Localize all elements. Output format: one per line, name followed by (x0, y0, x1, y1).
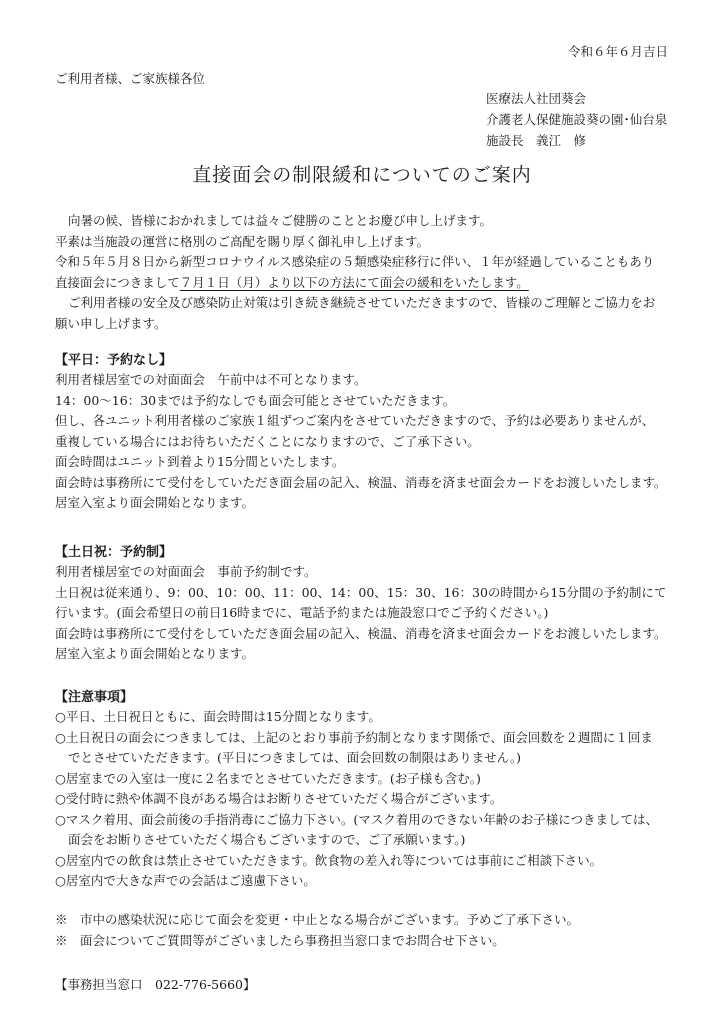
intro-line: 願い申し上げます。 (55, 315, 167, 331)
holiday-line: 土日祝は従来通り、9：00、10：00、11：00、14：00、15：30、16：30の時間から15分間の予約制にて (55, 584, 667, 600)
notes-item: ○居室内での飲食は禁止させていただきます。飲食物の差入れ等については事前にご相談下さい。 (55, 852, 603, 868)
remarks (55, 910, 579, 951)
weekday-line: 14：00～16：30までは予約なしでも面会可能とさせていただきます。 (55, 392, 456, 408)
relaxation-date-underlined: ７月１日（月）より以下の方法にて面会の緩和をいたします。 (179, 274, 529, 290)
notes-heading: 【注意事項】 (55, 690, 134, 705)
notes-item: ○居室までの入室は一度に２名までとさせていただきます。(お子様も含む。) (55, 770, 481, 786)
holiday-line: 利用者様居室での対面面会 事前予約制です。 (55, 564, 317, 579)
notes-item-continued: でとさせていただきます。(平日につきましては、面会回数の制限はありません。) (68, 750, 522, 765)
intro-paragraph (55, 211, 685, 334)
notes-item: ○居室内で大きな声での会話はご遠慮下さい。 (55, 873, 316, 888)
weekday-line: 利用者様居室での対面面会 午前中は不可となります。 (55, 372, 367, 387)
weekday-line: 重複している場合にはお待ちいただくことになりますので、ご了承下さい。 (55, 433, 480, 449)
weekday-line: 居室入室より面会開始となります。 (55, 495, 255, 510)
intro-line: ご利用者様の安全及び感染防止対策は引き続き継続させていただきますので、皆様のご理解とご協力をお (68, 295, 656, 310)
weekday-heading: 【平日：予約なし】 (55, 353, 173, 368)
notes-section (55, 686, 685, 892)
notes-item: ○土日祝日の面会につきましては、上記のとおり事前予約制となります関係で、面会回数を２週間に１回ま (55, 729, 653, 745)
remark-line: ※ 面会についてご質問等がございましたら事務担当窓口までお問合せ下さい。 (55, 932, 505, 948)
intro-line-pre: 直接面会につきまして (55, 274, 180, 290)
contact-line: 【事務担当窓口 022-776-5660】 (55, 977, 256, 992)
sender-director: 施設長 義江 修 (486, 133, 587, 148)
holiday-line: 行います。(面会希望日の前日16時までに、電話予約または施設窓口でご予約ください。) (55, 605, 549, 620)
sender-facility: 介護老人保健施設葵の園･仙台泉 (486, 112, 668, 127)
intro-line: 令和５年５月８日から新型コロナウイルス感染症の５類感染症移行に伴い、１年が経過していることもあり (55, 254, 655, 269)
intro-line: 向暑の候、皆様におかれましては益々ご健勝のこととお慶び申し上げます。 (68, 213, 493, 228)
notes-item: ○受付時に熱や体調不良がある場合はお断りさせていただく場合がございます。 (55, 791, 503, 806)
holiday-line: 面会時は事務所にて受付をしていただき面会届の記入、検温、消毒を済ませ面会カードをお渡しいたします。 (55, 625, 667, 641)
weekday-line: 但し、各ユニット利用者様のご家族１組ずつご案内をさせていただきますので、予約は必要ありませんが、 (55, 413, 655, 428)
issue-date: 令和６年６月吉日 (567, 44, 668, 59)
holiday-line: 居室入室より面会開始となります。 (55, 646, 255, 661)
remark-line: ※ 市中の感染状況に応じて面会を変更・中止となる場合がございます。予めご了承下さい。 (55, 912, 580, 927)
weekday-line: 面会時間はユニット到着より15分間といたします。 (55, 454, 345, 469)
weekday-line: 面会時は事務所にて受付をしていただき面会届の記入、検温、消毒を済ませ面会カードをお渡しいたします。 (55, 474, 667, 490)
sender-org: 医療法人社団葵会 (486, 91, 587, 106)
intro-line (55, 273, 685, 294)
intro-line: 平素は当施設の運営に格別のご高配を賜り厚く御礼申し上げます。 (55, 233, 430, 249)
notes-item-continued: 面会をお断りさせていただく場合もございますので、ご了承願います。) (68, 832, 466, 847)
notes-item: ○平日、土日祝日ともに、面会時間は15分間となります。 (55, 709, 381, 724)
holiday-heading: 【土日祝：予約制】 (55, 545, 173, 560)
notes-item: ○マスク着用、面会前後の手指消毒にご協力下さい。(マスク着用のできない年齢のお子様につきましては、 (55, 811, 659, 827)
sender-block (486, 88, 667, 151)
weekday-section (55, 349, 685, 514)
holiday-section (55, 541, 685, 665)
page-title: 直接面会の制限緩和についてのご案内 (192, 164, 532, 186)
addressee: ご利用者様、ご家族様各位 (55, 71, 206, 86)
